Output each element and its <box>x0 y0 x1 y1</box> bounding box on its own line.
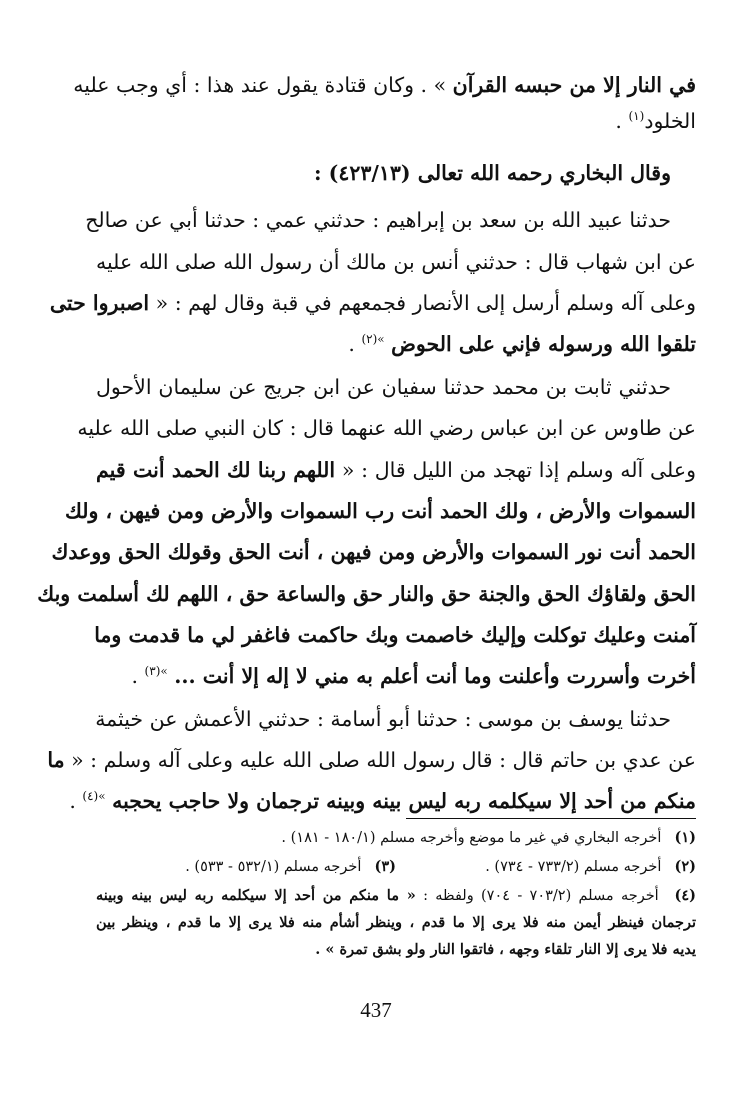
footnote: (٤) أخرجه مسلم (٧٠٣/٢ - ٧٠٤) ولفظه : « ما منكم من أحد إلا سيكلمه ربه ليس بينه وبينه <box>96 884 696 910</box>
text-line: عن عدي بن حاتم قال : قال رسول الله صلى الله عليه وعلى آله وسلم : « ما <box>47 748 696 772</box>
footnote-ref: »(٤) <box>82 789 106 804</box>
footnote-number: (٤) <box>674 887 697 904</box>
text-line: وعلى آله وسلم إذا تهجد من الليل قال : « اللهم ربنا لك الحمد أنت قيم <box>96 458 696 482</box>
footnote: (٢) أخرجه مسلم (٧٣٣/٢ - ٧٣٤) .(٣) أخرجه مسلم (٥٣٢/١ - ٥٣٣) . <box>96 855 696 881</box>
footnote-ref: »(٣) <box>144 664 168 679</box>
text-line: آمنت وعليك توكلت وإليك خاصمت وبك حاكمت فاغفر لي ما قدمت وما <box>94 623 696 647</box>
text-line: حدثنا عبيد الله بن سعد بن إبراهيم : حدثني عمي : حدثنا أبي عن صالح <box>85 208 671 232</box>
footnote-divider <box>406 818 696 819</box>
text-line: الحمد أنت نور السموات والأرض ومن فيهن ، أنت الحق وقولك الحق ووعدك <box>51 540 696 564</box>
footnote-ref: »(٢) <box>361 332 385 347</box>
footnote-number: (٣) <box>374 858 396 875</box>
text-line: منكم من أحد إلا سيكلمه ربه ليس بينه وبينه ترجمان ولا حاجب يحجبه $^{»(٤)}$ . <box>69 789 696 813</box>
footnote-ref: (١) <box>628 109 645 124</box>
page-number: 437 <box>360 998 392 1022</box>
text-line: وعلى آله وسلم أرسل إلى الأنصار فجمعهم في قبة وقال لهم : « اصبروا حتى <box>49 291 696 315</box>
text-line: حدثنا يوسف بن موسى : حدثنا أبو أسامة : حدثني الأعمش عن خيثمة <box>95 707 671 731</box>
text-line: في النار إلا من حبسه القرآن » . وكان قتادة يقول عند هذا : أي وجب عليه <box>73 73 696 97</box>
footnote-continuation: ترجمان فينظر أيمن منه فلا يرى إلا ما قدم ، وينظر أشأم منه فلا يرى إلا ما قدم ، وينظر بين <box>96 914 696 931</box>
section-heading: وقال البخاري رحمه الله تعالى (٤٢٣/١٣) : <box>313 161 671 185</box>
text-line: تلقوا الله ورسوله فإني على الحوض $^{»(٢)}$ . <box>348 332 696 356</box>
footnote-number: (٢) <box>674 858 696 875</box>
text-line: أخرت وأسررت وأعلنت وما أنت أعلم به مني لا إله إلا أنت ... $^{»(٣)}$ . <box>131 664 696 688</box>
text-line: عن ابن شهاب قال : حدثني أنس بن مالك أن رسول الله صلى الله عليه <box>96 250 696 274</box>
text-line: السموات والأرض ، ولك الحمد أنت رب السموات والأرض ومن فيهن ، ولك <box>64 499 696 523</box>
text-line: الخلود$^{(١)}$ . <box>615 109 696 133</box>
footnote-number: (١) <box>674 829 696 846</box>
text-line: عن طاوس عن ابن عباس رضي الله عنهما قال : كان النبي صلى الله عليه <box>77 416 696 440</box>
footnote: (١) أخرجه البخاري في غير ما موضع وأخرجه مسلم (١٨٠/١ - ١٨١) . <box>96 826 696 852</box>
text-line: حدثني ثابت بن محمد حدثنا سفيان عن ابن جريج عن سليمان الأحول <box>96 375 671 399</box>
text-line: الحق ولقاؤك الحق والجنة حق والنار حق والساعة حق ، اللهم لك أسلمت وبك <box>37 582 696 606</box>
footnote-continuation: يديه فلا يرى إلا النار تلقاء وجهه ، فاتقوا النار ولو بشق تمرة » . <box>315 941 696 958</box>
